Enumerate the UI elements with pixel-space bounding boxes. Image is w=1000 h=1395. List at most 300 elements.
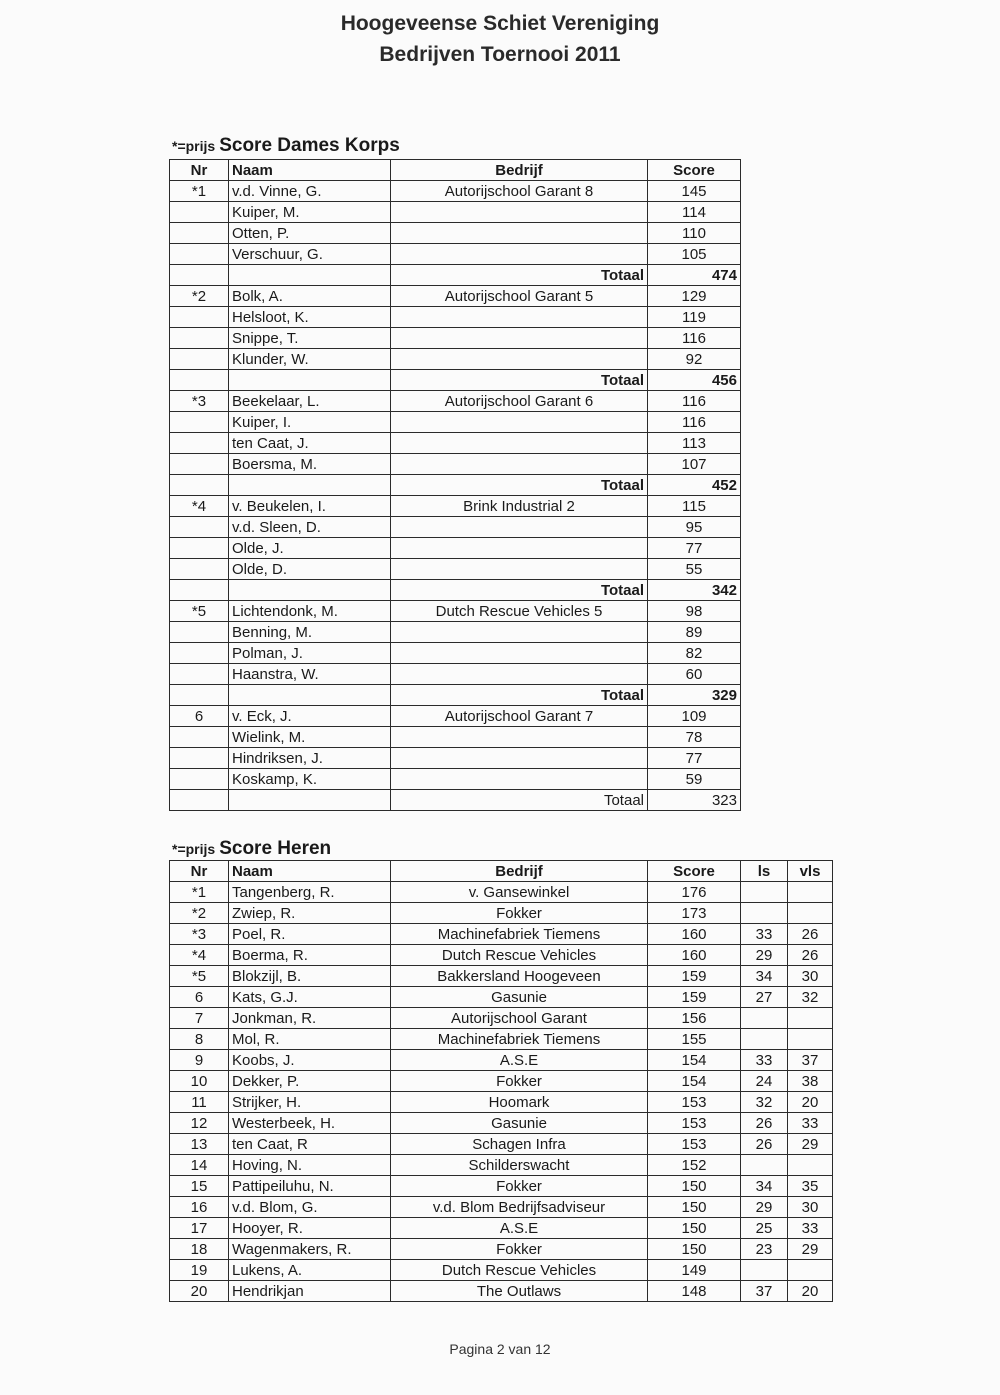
team-bedrijf: [391, 307, 648, 328]
member-name: Benning, M.: [229, 622, 391, 643]
heren-naam: v.d. Blom, G.: [229, 1197, 391, 1218]
heren-ls: [741, 1029, 788, 1050]
heren-bedrijf: Dutch Rescue Vehicles: [391, 945, 648, 966]
heren-nr: 8: [170, 1029, 229, 1050]
team-total: 323: [648, 790, 741, 811]
heren-score: 160: [648, 945, 741, 966]
total-empty-naam: [229, 580, 391, 601]
member-score: 98: [648, 601, 741, 622]
heren-ls: 29: [741, 945, 788, 966]
heren-score: 153: [648, 1134, 741, 1155]
member-score: 77: [648, 538, 741, 559]
dames-prijs-note: *=prijs: [172, 138, 216, 154]
page-number: Pagina 2 van 12: [449, 1341, 551, 1357]
dames-member-row: [170, 349, 741, 370]
dames-member-row: [170, 454, 741, 475]
dames-member-row: [170, 496, 741, 517]
member-score: 105: [648, 244, 741, 265]
dames-member-row: [170, 559, 741, 580]
heren-score: 148: [648, 1281, 741, 1302]
heren-vls: [788, 903, 833, 924]
dames-section-heading: [172, 135, 400, 157]
member-name: Kuiper, I.: [229, 412, 391, 433]
dames-total-row: [170, 580, 741, 601]
heren-naam: Mol, R.: [229, 1029, 391, 1050]
heren-nr: 10: [170, 1071, 229, 1092]
heren-naam: Strijker, H.: [229, 1092, 391, 1113]
heren-bedrijf: v. Gansewinkel: [391, 882, 648, 903]
heren-bedrijf: The Outlaws: [391, 1281, 648, 1302]
heren-naam: Hendrikjan: [229, 1281, 391, 1302]
heren-row: [170, 1050, 833, 1071]
team-bedrijf: [391, 769, 648, 790]
team-bedrijf: Autorijschool Garant 8: [391, 181, 648, 202]
dames-member-row: [170, 307, 741, 328]
heren-row: [170, 1092, 833, 1113]
heren-row: [170, 1197, 833, 1218]
team-total: 474: [648, 265, 741, 286]
dames-total-row: [170, 370, 741, 391]
dames-member-row: [170, 538, 741, 559]
team-nr: [170, 664, 229, 685]
heren-vls: [788, 1155, 833, 1176]
dames-member-row: [170, 433, 741, 454]
member-score: 110: [648, 223, 741, 244]
team-nr: [170, 643, 229, 664]
member-score: 119: [648, 307, 741, 328]
member-score: 59: [648, 769, 741, 790]
heren-nr: 6: [170, 987, 229, 1008]
dames-member-row: [170, 706, 741, 727]
member-score: 77: [648, 748, 741, 769]
heren-naam: Jonkman, R.: [229, 1008, 391, 1029]
team-total: 342: [648, 580, 741, 601]
team-bedrijf: [391, 454, 648, 475]
heren-naam: ten Caat, R: [229, 1134, 391, 1155]
team-bedrijf: [391, 349, 648, 370]
heren-bedrijf: Schagen Infra: [391, 1134, 648, 1155]
heren-row: [170, 1155, 833, 1176]
dames-member-row: [170, 244, 741, 265]
member-name: Lichtendonk, M.: [229, 601, 391, 622]
heren-ls: 26: [741, 1134, 788, 1155]
heren-nr: *5: [170, 966, 229, 987]
heren-row: [170, 1218, 833, 1239]
team-nr: [170, 517, 229, 538]
team-bedrijf: [391, 643, 648, 664]
heren-bedrijf: v.d. Blom Bedrijfsadviseur: [391, 1197, 648, 1218]
team-nr: [170, 622, 229, 643]
member-score: 55: [648, 559, 741, 580]
heren-ls: 25: [741, 1218, 788, 1239]
heren-col-header-score: Score: [648, 861, 741, 882]
heren-header-row: [170, 861, 833, 882]
team-nr: [170, 307, 229, 328]
heren-ls: [741, 1008, 788, 1029]
heren-score: 159: [648, 987, 741, 1008]
heren-vls: 35: [788, 1176, 833, 1197]
heren-vls: 20: [788, 1281, 833, 1302]
total-label: Totaal: [391, 475, 648, 496]
heren-vls: 37: [788, 1050, 833, 1071]
heren-score: 153: [648, 1113, 741, 1134]
heren-score: 154: [648, 1071, 741, 1092]
dames-total-row: [170, 685, 741, 706]
heren-ls: 32: [741, 1092, 788, 1113]
team-nr: 6: [170, 706, 229, 727]
team-nr: *2: [170, 286, 229, 307]
heren-score: 154: [648, 1050, 741, 1071]
heren-score: 149: [648, 1260, 741, 1281]
dames-total-row: [170, 790, 741, 811]
dames-member-row: [170, 202, 741, 223]
team-nr: [170, 244, 229, 265]
heren-bedrijf: Fokker: [391, 1071, 648, 1092]
tournament-title: Bedrijven Toernooi 2011: [379, 43, 621, 66]
dames-total-row: [170, 265, 741, 286]
member-name: v.d. Vinne, G.: [229, 181, 391, 202]
heren-ls: 34: [741, 966, 788, 987]
heren-naam: Poel, R.: [229, 924, 391, 945]
team-bedrijf: [391, 517, 648, 538]
team-nr: [170, 202, 229, 223]
heren-nr: 9: [170, 1050, 229, 1071]
team-nr: [170, 433, 229, 454]
dames-member-row: [170, 181, 741, 202]
heren-bedrijf: Hoomark: [391, 1092, 648, 1113]
member-name: Koskamp, K.: [229, 769, 391, 790]
heren-ls: 34: [741, 1176, 788, 1197]
team-bedrijf: [391, 727, 648, 748]
heren-naam: Westerbeek, H.: [229, 1113, 391, 1134]
team-nr: [170, 349, 229, 370]
total-label: Totaal: [391, 790, 648, 811]
heren-vls: 26: [788, 924, 833, 945]
heren-vls: 33: [788, 1218, 833, 1239]
dames-section-title: Score Dames Korps: [219, 135, 400, 156]
heren-naam: Hooyer, R.: [229, 1218, 391, 1239]
dames-header-row: [170, 160, 741, 181]
heren-bedrijf: A.S.E: [391, 1050, 648, 1071]
dames-col-header-bedrijf: Bedrijf: [391, 160, 648, 181]
member-name: Otten, P.: [229, 223, 391, 244]
team-bedrijf: [391, 223, 648, 244]
heren-row: [170, 924, 833, 945]
team-nr: [170, 454, 229, 475]
heren-ls: [741, 903, 788, 924]
heren-col-header-nr: Nr: [170, 861, 229, 882]
heren-row: [170, 1113, 833, 1134]
member-name: Olde, D.: [229, 559, 391, 580]
team-bedrijf: Dutch Rescue Vehicles 5: [391, 601, 648, 622]
heren-row: [170, 945, 833, 966]
team-nr: *1: [170, 181, 229, 202]
heren-nr: 17: [170, 1218, 229, 1239]
member-score: 116: [648, 328, 741, 349]
member-name: Kuiper, M.: [229, 202, 391, 223]
heren-score: 150: [648, 1176, 741, 1197]
heren-naam: Blokzijl, B.: [229, 966, 391, 987]
heren-nr: 18: [170, 1239, 229, 1260]
member-score: 107: [648, 454, 741, 475]
heren-nr: 16: [170, 1197, 229, 1218]
heren-naam: Lukens, A.: [229, 1260, 391, 1281]
member-name: ten Caat, J.: [229, 433, 391, 454]
team-nr: [170, 769, 229, 790]
heren-vls: 32: [788, 987, 833, 1008]
heren-ls: [741, 882, 788, 903]
member-name: Hindriksen, J.: [229, 748, 391, 769]
heren-col-header-ls: ls: [741, 861, 788, 882]
heren-ls: 33: [741, 1050, 788, 1071]
total-label: Totaal: [391, 685, 648, 706]
member-name: Verschuur, G.: [229, 244, 391, 265]
team-bedrijf: [391, 622, 648, 643]
heren-bedrijf: Fokker: [391, 903, 648, 924]
heren-bedrijf: A.S.E: [391, 1218, 648, 1239]
heren-vls: 30: [788, 1197, 833, 1218]
member-name: Olde, J.: [229, 538, 391, 559]
total-empty-nr: [170, 790, 229, 811]
heren-score: 152: [648, 1155, 741, 1176]
member-score: 116: [648, 391, 741, 412]
member-name: Snippe, T.: [229, 328, 391, 349]
heren-score: 159: [648, 966, 741, 987]
dames-col-header-naam: Naam: [229, 160, 391, 181]
member-score: 89: [648, 622, 741, 643]
heren-row: [170, 903, 833, 924]
dames-member-row: [170, 643, 741, 664]
heren-vls: [788, 1029, 833, 1050]
heren-score: 153: [648, 1092, 741, 1113]
heren-vls: 29: [788, 1134, 833, 1155]
team-bedrijf: [391, 328, 648, 349]
member-score: 116: [648, 412, 741, 433]
total-label: Totaal: [391, 265, 648, 286]
heren-nr: 11: [170, 1092, 229, 1113]
member-name: Haanstra, W.: [229, 664, 391, 685]
heren-bedrijf: Schilderswacht: [391, 1155, 648, 1176]
member-score: 129: [648, 286, 741, 307]
member-name: Klunder, W.: [229, 349, 391, 370]
total-empty-naam: [229, 790, 391, 811]
total-empty-nr: [170, 685, 229, 706]
dames-member-row: [170, 601, 741, 622]
heren-row: [170, 987, 833, 1008]
heren-ls: 23: [741, 1239, 788, 1260]
member-name: v.d. Sleen, D.: [229, 517, 391, 538]
team-nr: [170, 748, 229, 769]
heren-vls: 30: [788, 966, 833, 987]
member-name: Beekelaar, L.: [229, 391, 391, 412]
heren-nr: 14: [170, 1155, 229, 1176]
heren-row: [170, 1008, 833, 1029]
heren-ls: 37: [741, 1281, 788, 1302]
heren-row: [170, 1260, 833, 1281]
team-bedrijf: [391, 244, 648, 265]
dames-member-row: [170, 223, 741, 244]
member-score: 113: [648, 433, 741, 454]
heren-bedrijf: Dutch Rescue Vehicles: [391, 1260, 648, 1281]
heren-bedrijf: Fokker: [391, 1176, 648, 1197]
heren-ls: 33: [741, 924, 788, 945]
heren-ls: 27: [741, 987, 788, 1008]
member-score: 145: [648, 181, 741, 202]
team-bedrijf: [391, 412, 648, 433]
total-empty-naam: [229, 265, 391, 286]
team-bedrijf: [391, 538, 648, 559]
heren-ls: [741, 1155, 788, 1176]
team-bedrijf: Autorijschool Garant 7: [391, 706, 648, 727]
total-empty-nr: [170, 265, 229, 286]
heren-score: 173: [648, 903, 741, 924]
team-bedrijf: Brink Industrial 2: [391, 496, 648, 517]
dames-col-header-score: Score: [648, 160, 741, 181]
heren-nr: *4: [170, 945, 229, 966]
team-bedrijf: [391, 748, 648, 769]
total-empty-naam: [229, 475, 391, 496]
heren-row: [170, 966, 833, 987]
heren-naam: Koobs, J.: [229, 1050, 391, 1071]
team-nr: [170, 538, 229, 559]
member-name: v. Beukelen, I.: [229, 496, 391, 517]
member-score: 60: [648, 664, 741, 685]
member-score: 95: [648, 517, 741, 538]
heren-naam: Wagenmakers, R.: [229, 1239, 391, 1260]
heren-ls: [741, 1260, 788, 1281]
dames-member-row: [170, 748, 741, 769]
dames-total-row: [170, 475, 741, 496]
heren-nr: 12: [170, 1113, 229, 1134]
heren-bedrijf: Bakkersland Hoogeveen: [391, 966, 648, 987]
team-bedrijf: [391, 433, 648, 454]
dames-member-row: [170, 391, 741, 412]
total-empty-nr: [170, 370, 229, 391]
heren-nr: 13: [170, 1134, 229, 1155]
heren-row: [170, 1239, 833, 1260]
heren-naam: Hoving, N.: [229, 1155, 391, 1176]
heren-vls: 26: [788, 945, 833, 966]
heren-prijs-note: *=prijs: [172, 841, 216, 857]
heren-score: 160: [648, 924, 741, 945]
heren-row: [170, 1071, 833, 1092]
heren-vls: [788, 882, 833, 903]
heren-vls: 20: [788, 1092, 833, 1113]
heren-row: [170, 1176, 833, 1197]
total-empty-naam: [229, 685, 391, 706]
heren-score: 176: [648, 882, 741, 903]
member-name: v. Eck, J.: [229, 706, 391, 727]
heren-naam: Pattipeiluhu, N.: [229, 1176, 391, 1197]
member-name: Polman, J.: [229, 643, 391, 664]
heren-naam: Zwiep, R.: [229, 903, 391, 924]
member-score: 92: [648, 349, 741, 370]
heren-ls: 26: [741, 1113, 788, 1134]
team-bedrijf: Autorijschool Garant 6: [391, 391, 648, 412]
heren-bedrijf: Autorijschool Garant: [391, 1008, 648, 1029]
heren-naam: Tangenberg, R.: [229, 882, 391, 903]
heren-vls: [788, 1260, 833, 1281]
team-bedrijf: [391, 202, 648, 223]
team-nr: [170, 559, 229, 580]
heren-score-table: [169, 860, 833, 1302]
heren-nr: *1: [170, 882, 229, 903]
dames-member-row: [170, 727, 741, 748]
heren-col-header-vls: vls: [788, 861, 833, 882]
team-nr: *5: [170, 601, 229, 622]
dames-member-row: [170, 622, 741, 643]
member-score: 114: [648, 202, 741, 223]
heren-vls: 29: [788, 1239, 833, 1260]
dames-member-row: [170, 769, 741, 790]
team-total: 452: [648, 475, 741, 496]
team-total: 329: [648, 685, 741, 706]
team-bedrijf: Autorijschool Garant 5: [391, 286, 648, 307]
team-nr: *4: [170, 496, 229, 517]
team-nr: [170, 727, 229, 748]
heren-nr: 19: [170, 1260, 229, 1281]
member-name: Boersma, M.: [229, 454, 391, 475]
member-name: Wielink, M.: [229, 727, 391, 748]
total-empty-nr: [170, 580, 229, 601]
heren-bedrijf: Machinefabriek Tiemens: [391, 924, 648, 945]
heren-score: 155: [648, 1029, 741, 1050]
heren-row: [170, 1029, 833, 1050]
heren-row: [170, 1281, 833, 1302]
total-empty-nr: [170, 475, 229, 496]
heren-col-header-naam: Naam: [229, 861, 391, 882]
dames-member-row: [170, 412, 741, 433]
team-nr: [170, 328, 229, 349]
heren-bedrijf: Gasunie: [391, 987, 648, 1008]
heren-score: 156: [648, 1008, 741, 1029]
heren-naam: Dekker, P.: [229, 1071, 391, 1092]
team-nr: [170, 412, 229, 433]
heren-bedrijf: Gasunie: [391, 1113, 648, 1134]
dames-member-row: [170, 328, 741, 349]
heren-section-title: Score Heren: [219, 838, 332, 859]
heren-score: 150: [648, 1197, 741, 1218]
team-bedrijf: [391, 664, 648, 685]
member-name: Bolk, A.: [229, 286, 391, 307]
member-score: 78: [648, 727, 741, 748]
dames-member-row: [170, 517, 741, 538]
heren-score: 150: [648, 1239, 741, 1260]
team-total: 456: [648, 370, 741, 391]
heren-nr: 15: [170, 1176, 229, 1197]
heren-col-header-bedrijf: Bedrijf: [391, 861, 648, 882]
member-score: 82: [648, 643, 741, 664]
heren-naam: Kats, G.J.: [229, 987, 391, 1008]
total-label: Totaal: [391, 370, 648, 391]
member-name: Helsloot, K.: [229, 307, 391, 328]
heren-ls: 29: [741, 1197, 788, 1218]
heren-ls: 24: [741, 1071, 788, 1092]
heren-nr: *3: [170, 924, 229, 945]
heren-nr: 20: [170, 1281, 229, 1302]
team-nr: [170, 223, 229, 244]
heren-vls: [788, 1008, 833, 1029]
heren-bedrijf: Machinefabriek Tiemens: [391, 1029, 648, 1050]
heren-row: [170, 1134, 833, 1155]
heren-row: [170, 882, 833, 903]
heren-score: 150: [648, 1218, 741, 1239]
dames-member-row: [170, 664, 741, 685]
dames-member-row: [170, 286, 741, 307]
heren-vls: 33: [788, 1113, 833, 1134]
heren-section-heading: [172, 838, 331, 860]
heren-nr: *2: [170, 903, 229, 924]
